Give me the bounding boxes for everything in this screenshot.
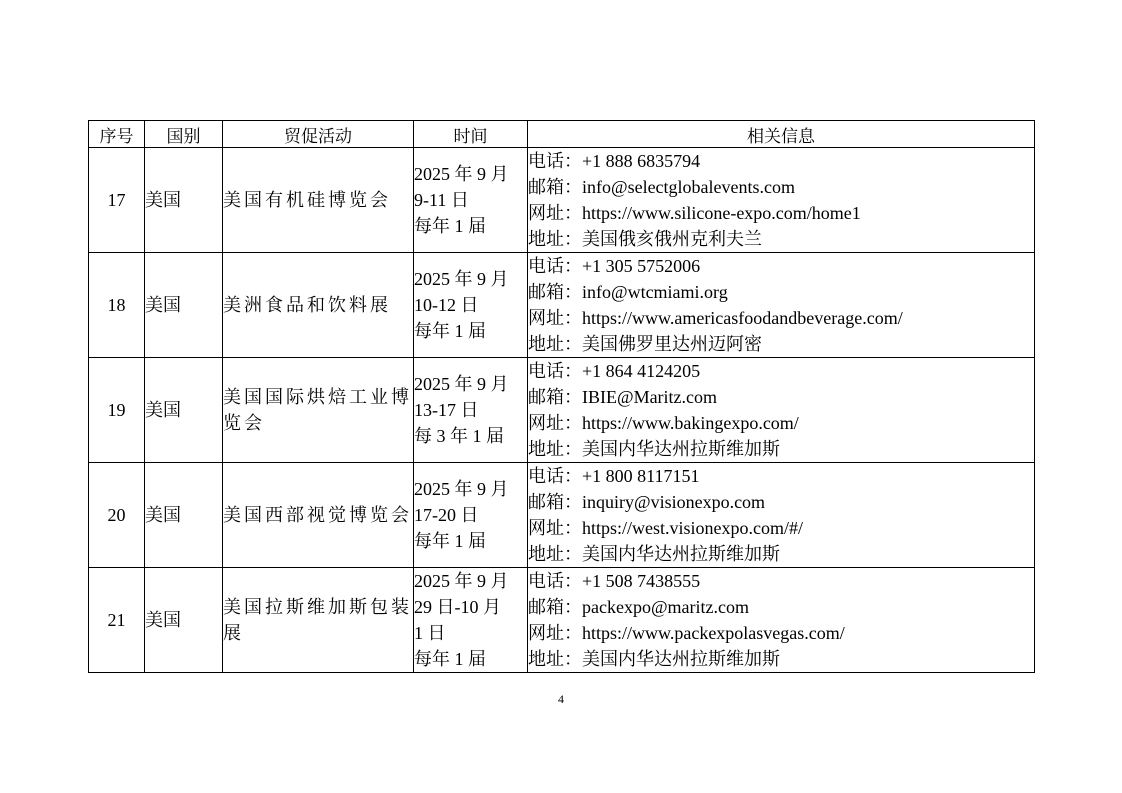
info-website: 网址：https://west.visionexpo.com/#/: [528, 518, 803, 538]
time-line: 29 日-10 月: [414, 597, 501, 617]
row-info: [528, 253, 1035, 358]
row-time: [414, 253, 528, 358]
row-country: 美国: [145, 148, 223, 253]
table-row: [89, 148, 1035, 253]
info-address: 地址：美国内华达州拉斯维加斯: [528, 649, 780, 669]
header-event: 贸促活动: [223, 121, 414, 148]
row-number: 17: [89, 148, 145, 253]
row-event-name: 美国有机硅博览会: [223, 148, 414, 253]
table-header-row: [89, 121, 1035, 148]
time-line: 2025 年 9 月: [414, 571, 509, 591]
info-email: 邮箱：packexpo@maritz.com: [528, 597, 750, 617]
row-time: [414, 568, 528, 673]
row-country: 美国: [145, 568, 223, 673]
table-row: [89, 568, 1035, 673]
time-line: 2025 年 9 月: [414, 164, 509, 184]
table-row: [89, 463, 1035, 568]
info-email: 邮箱：IBIE@Maritz.com: [528, 387, 718, 407]
info-email: 邮箱：info@wtcmiami.org: [528, 282, 728, 302]
info-website: 网址：https://www.bakingexpo.com/: [528, 413, 799, 433]
info-address: 地址：美国俄亥俄州克利夫兰: [528, 229, 762, 249]
row-number: 18: [89, 253, 145, 358]
info-phone: 电话：+1 800 8117151: [528, 466, 700, 486]
row-time: [414, 358, 528, 463]
time-line: 9-11 日: [414, 190, 469, 210]
info-address: 地址：美国内华达州拉斯维加斯: [528, 439, 780, 459]
row-number: 20: [89, 463, 145, 568]
row-info: [528, 358, 1035, 463]
table-row: [89, 358, 1035, 463]
info-email: 邮箱：info@selectglobalevents.com: [528, 177, 796, 197]
row-country: 美国: [145, 463, 223, 568]
info-phone: 电话：+1 864 4124205: [528, 361, 701, 381]
time-line: 每年 1 届: [414, 649, 486, 669]
row-event-name: 美洲食品和饮料展: [223, 253, 414, 358]
info-phone: 电话：+1 305 5752006: [528, 256, 701, 276]
time-line: 每 3 年 1 届: [414, 426, 504, 446]
info-phone: 电话：+1 508 7438555: [528, 571, 701, 591]
table-row: [89, 253, 1035, 358]
time-line: 每年 1 届: [414, 216, 486, 236]
row-event-name: 美国拉斯维加斯包装展: [223, 568, 414, 673]
time-line: 每年 1 届: [414, 531, 486, 551]
time-line: 13-17 日: [414, 400, 479, 420]
info-website: 网址：https://www.packexpolasvegas.com/: [528, 623, 845, 643]
info-phone: 电话：+1 888 6835794: [528, 151, 701, 171]
row-number: 19: [89, 358, 145, 463]
time-line: 2025 年 9 月: [414, 374, 509, 394]
row-info: [528, 148, 1035, 253]
time-line: 1 日: [414, 623, 446, 643]
row-country: 美国: [145, 358, 223, 463]
info-address: 地址：美国佛罗里达州迈阿密: [528, 334, 762, 354]
row-time: [414, 463, 528, 568]
time-line: 2025 年 9 月: [414, 479, 509, 499]
info-website: 网址：https://www.americasfoodandbeverage.com/: [528, 308, 903, 328]
header-country: 国别: [145, 121, 223, 148]
row-time: [414, 148, 528, 253]
header-time: 时间: [414, 121, 528, 148]
time-line: 17-20 日: [414, 505, 479, 525]
row-country: 美国: [145, 253, 223, 358]
trade-events-table: [88, 120, 1035, 673]
page-number: 4: [558, 692, 564, 706]
row-info: [528, 463, 1035, 568]
row-number: 21: [89, 568, 145, 673]
time-line: 每年 1 届: [414, 321, 486, 341]
row-event-name: 美国西部视觉博览会: [223, 463, 414, 568]
info-website: 网址：https://www.silicone-expo.com/home1: [528, 203, 861, 223]
info-address: 地址：美国内华达州拉斯维加斯: [528, 544, 780, 564]
time-line: 10-12 日: [414, 295, 479, 315]
row-event-name: 美国国际烘焙工业博览会: [223, 358, 414, 463]
header-info: 相关信息: [528, 121, 1035, 148]
time-line: 2025 年 9 月: [414, 269, 509, 289]
row-info: [528, 568, 1035, 673]
info-email: 邮箱：inquiry@visionexpo.com: [528, 492, 766, 512]
header-no: 序号: [89, 121, 145, 148]
